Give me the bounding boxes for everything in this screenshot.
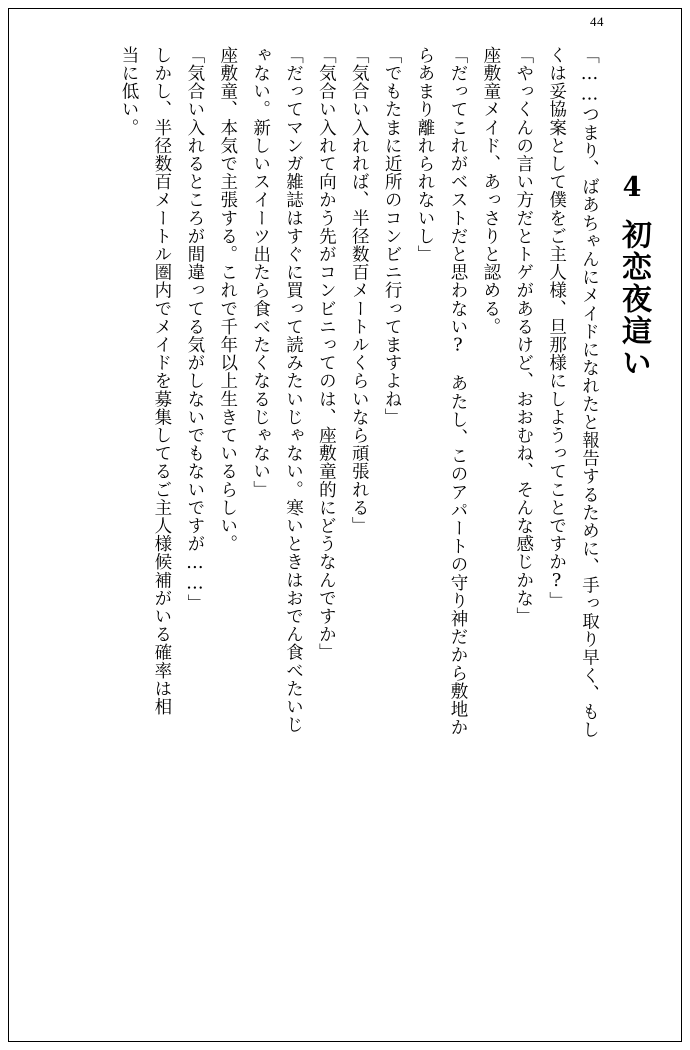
body-line: ゃない。新しいスイーツ出たら食べたくなるじゃない」 bbox=[250, 46, 271, 499]
body-line: 座敷童、本気で主張する。これで千年以上生きているらしい。 bbox=[217, 46, 238, 553]
body-line: 「だってこれがベストだと思わない? あたし、このアパートの守り神だから敷地か bbox=[447, 46, 468, 737]
body-line: 当に低い。 bbox=[119, 46, 140, 137]
chapter-heading bbox=[616, 46, 651, 1024]
body-line: 「だってマンガ雑誌はすぐに買って読みたいじゃない。寒いときはおでん食べたいじ bbox=[283, 46, 304, 734]
body-line: 「気合い入れて向かう先がコンビニってのは、座敷童的にどうなんですか」 bbox=[316, 46, 337, 662]
body-line: 「……つまり、ばあちゃんにメイドになれたと報告するために、手っ取り早く、もし bbox=[579, 46, 600, 739]
body-line: 「でもたまに近所のコンビニ行ってますよね」 bbox=[382, 46, 403, 427]
page-number: 44 bbox=[590, 14, 604, 29]
body-line: しかし、半径数百メートル圏内でメイドを募集してるご主人様候補がいる確率は相 bbox=[151, 46, 172, 716]
chapter-number: 4 bbox=[622, 172, 644, 203]
body-line: 「やっくんの言い方だとトゲがあるけど、おおむね、そんな感じかな」 bbox=[513, 46, 534, 626]
body-line: 「気合い入れるところが間違ってる気がしないでもないですが……」 bbox=[184, 46, 205, 613]
body-line: らあまり離れられないし」 bbox=[415, 46, 436, 264]
body-line: 「気合い入れれば、半径数百メートルくらいなら頑張れる」 bbox=[349, 46, 370, 535]
chapter-heading-text bbox=[616, 172, 651, 1024]
body-line: 座敷童メイド、あっさりと認める。 bbox=[480, 46, 501, 336]
chapter-title: 初恋夜這い bbox=[616, 219, 651, 380]
page-content bbox=[26, 46, 664, 1024]
body-line: くは妥協案として僕をご主人様、旦那様にしようってことですか?」 bbox=[546, 46, 567, 610]
